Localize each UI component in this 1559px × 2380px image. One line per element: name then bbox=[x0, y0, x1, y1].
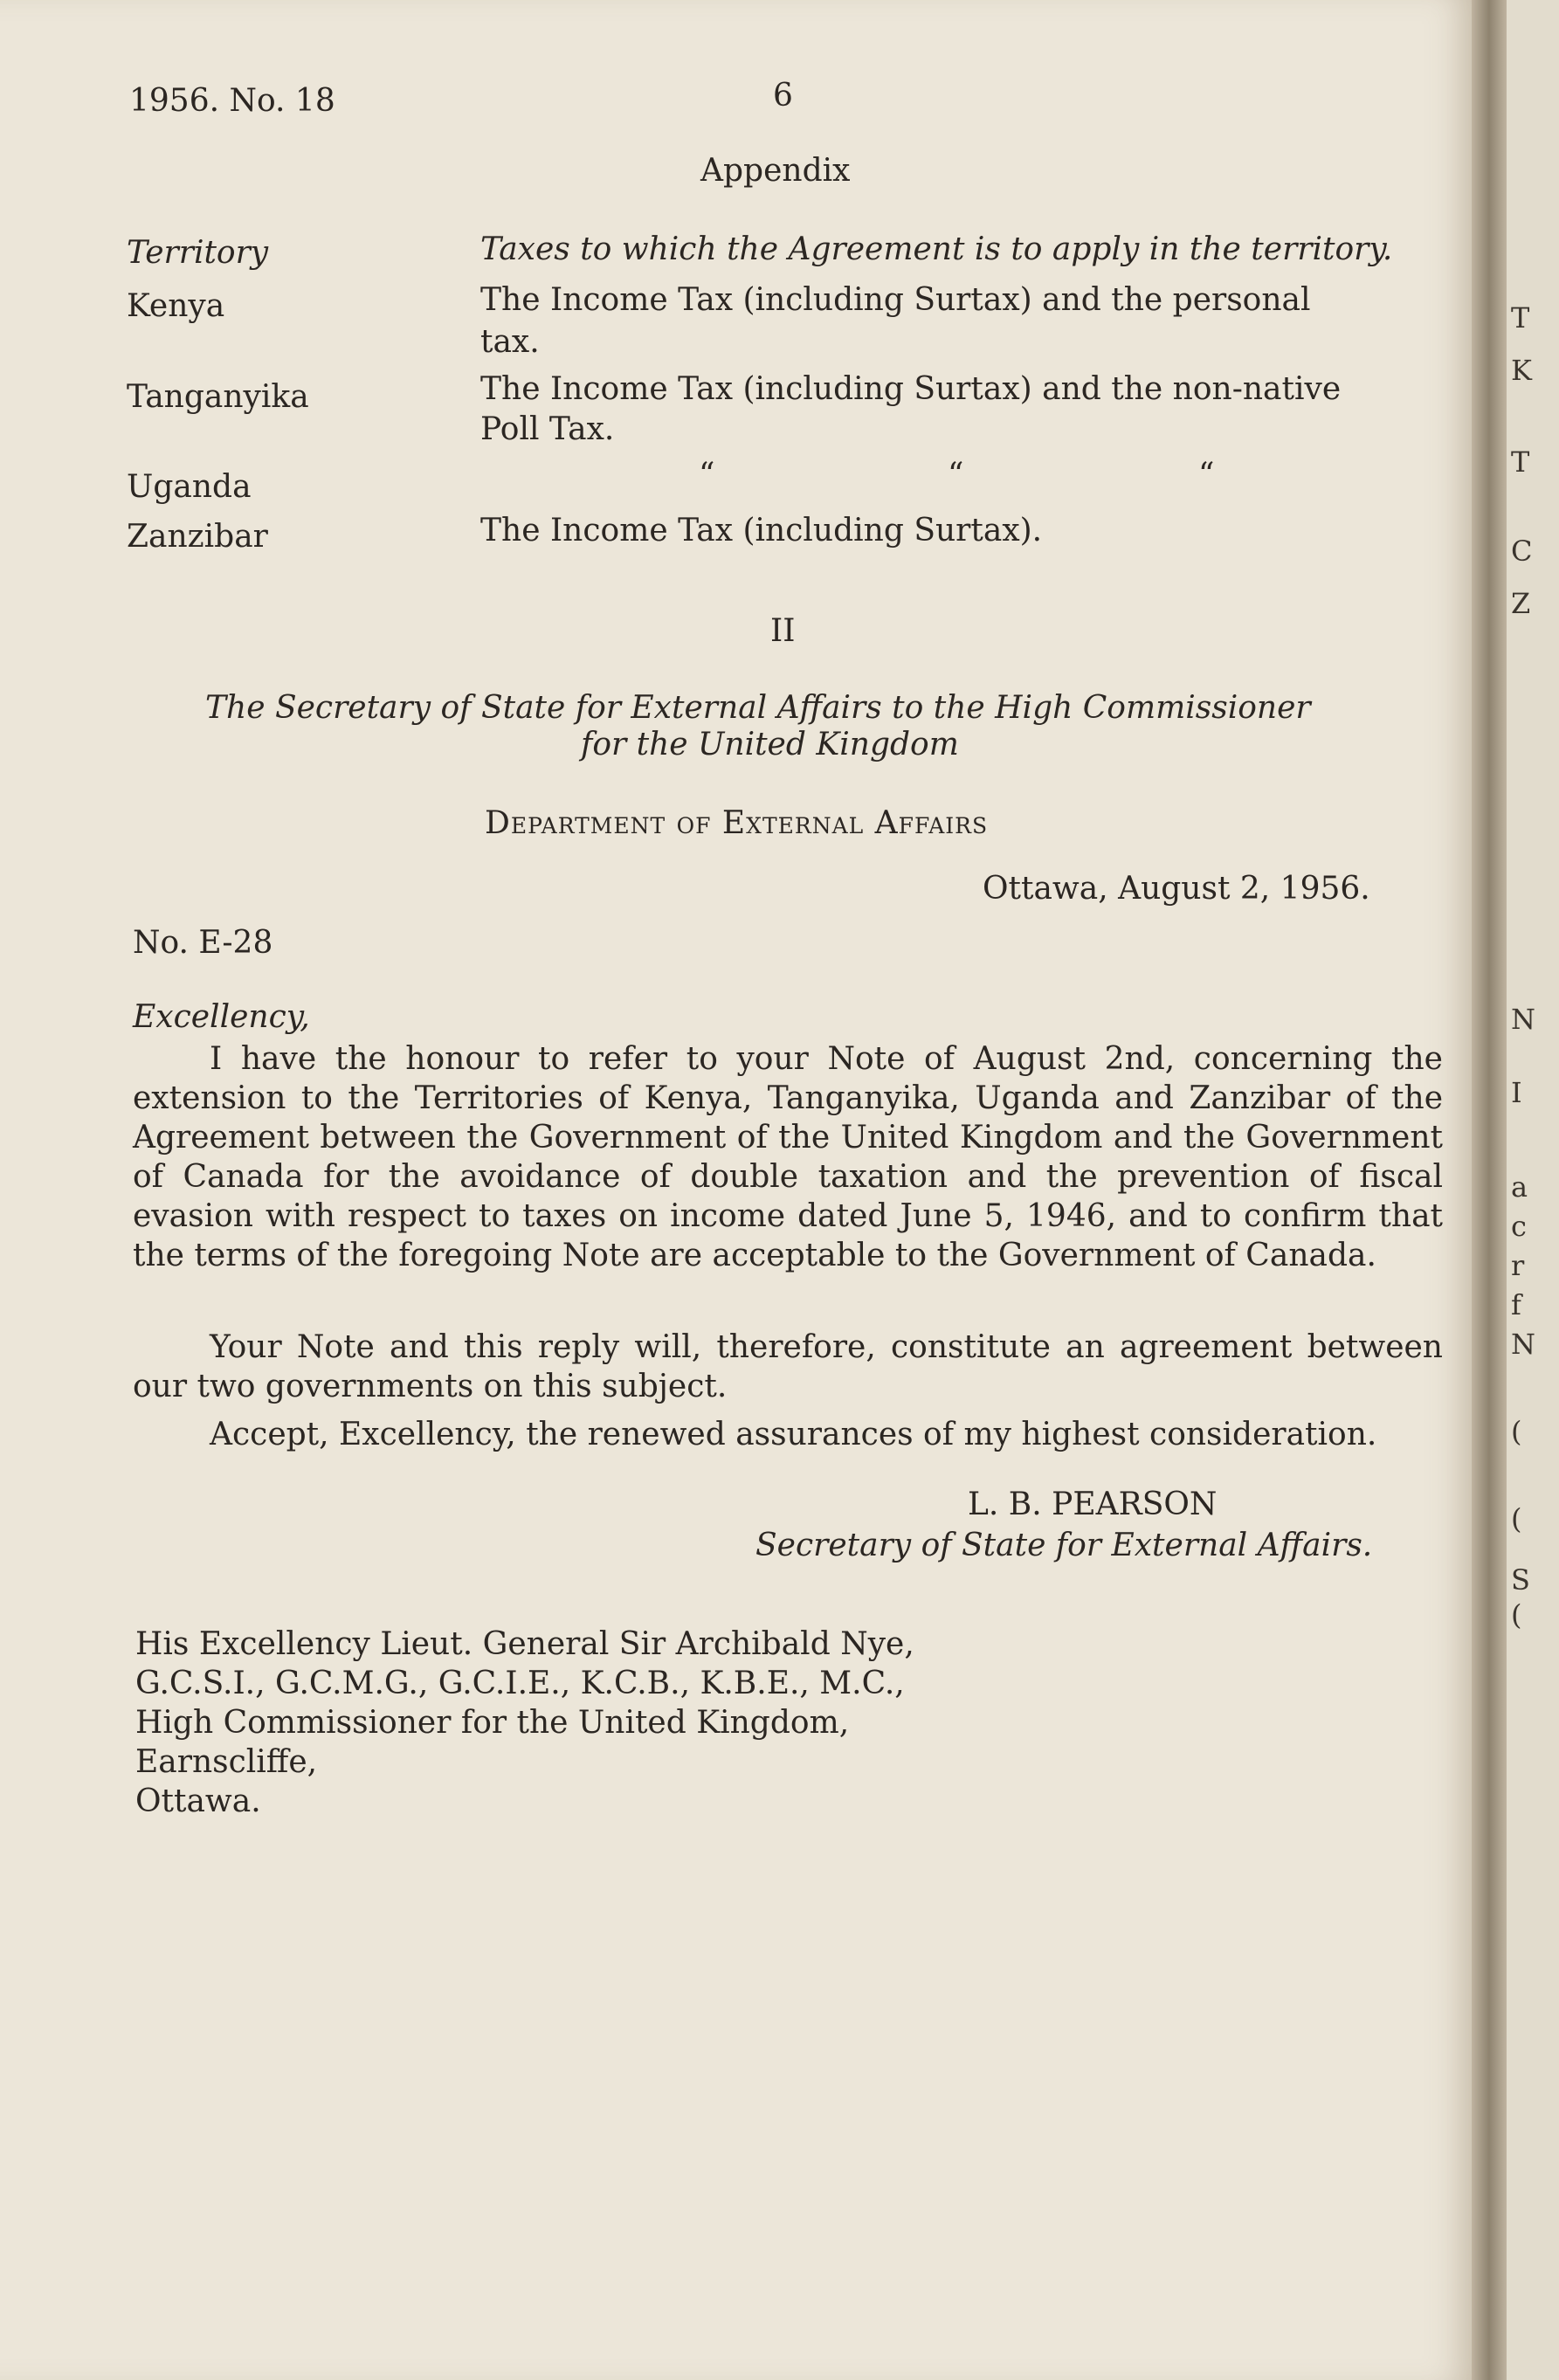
addressee-line: His Excellency Lieut. General Sir Archibald Nye, bbox=[135, 1626, 914, 1662]
department-name: Department of External Affairs bbox=[485, 805, 989, 841]
salutation: Excellency, bbox=[133, 999, 310, 1035]
taxes-tanganyika-line1: The Income Tax (including Surtax) and the non-native bbox=[480, 371, 1342, 407]
adjacent-letter: N bbox=[1511, 1328, 1535, 1361]
signature-title: Secretary of State for External Affairs. bbox=[755, 1528, 1373, 1563]
appendix-title: Appendix bbox=[700, 153, 851, 189]
note-number: No. E-28 bbox=[133, 925, 273, 961]
adjacent-page-edge bbox=[1507, 0, 1559, 2380]
taxes-kenya-line2: tax. bbox=[480, 324, 540, 360]
territory-zanzibar: Zanzibar bbox=[127, 519, 268, 555]
page-number: 6 bbox=[773, 78, 793, 114]
paragraph-1: I have the honour to refer to your Note of August 2nd, concerning the extension to the Territories of Kenya, Tanganyika, Uganda and Zanzibar of the Agreement between the Government of the United Kingdom and the Government of Canada for the avoidance of double taxation and the prevention of fiscal evasion with respect to taxes on income dated June 5, 1946, and to confirm that the terms of the foregoing Note are acceptable to the Government of Canada. bbox=[133, 1041, 1443, 1273]
section-number: II bbox=[770, 613, 796, 649]
addressee-line: Earnscliffe, bbox=[135, 1744, 318, 1780]
territory-uganda: Uganda bbox=[127, 469, 252, 505]
adjacent-letter: C bbox=[1511, 535, 1533, 568]
adjacent-letter: T bbox=[1511, 445, 1530, 479]
adjacent-letter: S bbox=[1511, 1563, 1530, 1597]
ditto-mark-3: “ bbox=[1198, 457, 1215, 493]
paragraph-2: Your Note and this reply will, therefore, constitute an agreement between our two governments on this subject. bbox=[133, 1329, 1443, 1404]
column-header-taxes: Taxes to which the Agreement is to apply in the territory. bbox=[480, 231, 1393, 267]
adjacent-letter: N bbox=[1511, 1003, 1535, 1036]
addressee-line: Ottawa. bbox=[135, 1783, 261, 1819]
letter-heading-line2: for the United Kingdom bbox=[581, 727, 959, 762]
adjacent-letter: a bbox=[1511, 1170, 1528, 1204]
paragraph-3: Accept, Excellency, the renewed assurances of my highest consideration. bbox=[210, 1417, 1377, 1452]
ditto-mark-1: “ bbox=[699, 457, 715, 493]
adjacent-letter: r bbox=[1511, 1249, 1525, 1282]
date-line: Ottawa, August 2, 1956. bbox=[983, 871, 1370, 907]
adjacent-letter: K bbox=[1511, 354, 1532, 387]
adjacent-letter: c bbox=[1511, 1210, 1527, 1243]
ditto-mark-2: “ bbox=[948, 457, 964, 493]
taxes-zanzibar: The Income Tax (including Surtax). bbox=[480, 513, 1043, 548]
signature-name: L. B. PEARSON bbox=[968, 1487, 1218, 1522]
addressee-line: G.C.S.I., G.C.M.G., G.C.I.E., K.C.B., K.B.E., M.C., bbox=[135, 1666, 905, 1701]
header-citation: 1956. No. 18 bbox=[129, 83, 335, 119]
adjacent-letter: Z bbox=[1511, 587, 1531, 620]
taxes-kenya-line1: The Income Tax (including Surtax) and the personal bbox=[480, 282, 1311, 318]
column-header-territory: Territory bbox=[127, 235, 269, 271]
taxes-tanganyika-line2: Poll Tax. bbox=[480, 411, 615, 447]
adjacent-letter: ( bbox=[1511, 1502, 1522, 1535]
adjacent-letter: f bbox=[1511, 1288, 1521, 1321]
adjacent-letter: ( bbox=[1511, 1598, 1522, 1632]
adjacent-letter: I bbox=[1511, 1076, 1522, 1109]
book-gutter bbox=[1472, 0, 1507, 2380]
adjacent-letter: T bbox=[1511, 301, 1530, 335]
territory-kenya: Kenya bbox=[127, 288, 225, 324]
adjacent-letter: ( bbox=[1511, 1415, 1522, 1448]
territory-tanganyika: Tanganyika bbox=[127, 379, 309, 415]
letter-heading-line1: The Secretary of State for External Affairs to the High Commissioner bbox=[205, 690, 1311, 726]
addressee-line: High Commissioner for the United Kingdom, bbox=[135, 1705, 850, 1741]
